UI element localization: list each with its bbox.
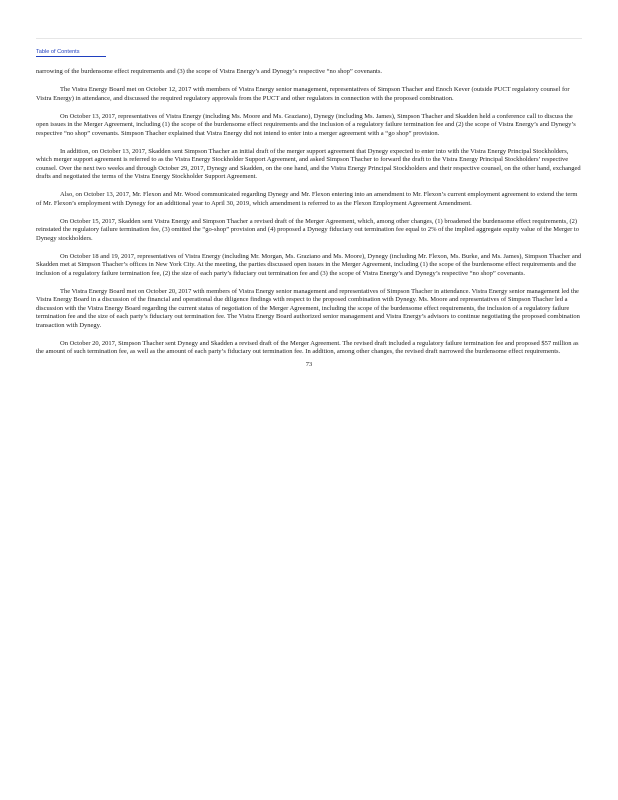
paragraph-employment-amendment: Also, on October 13, 2017, Mr. Flexon and Mr. Wood communicated regarding Dynegy and Mr. Flexon entering into an amendment to Mr. Flexon’s current employment agreement to extend the term of Mr. Flexon’s employment with Dynegy for an additional year to April 30, 2019, which amendment is referred to as the Flexon Employment Agreement Amendment. — [36, 191, 578, 207]
body-text — [36, 68, 582, 369]
paragraph-continuation: narrowing of the burdensome effect requirements and (3) the scope of Vistra Energy’s and Dynegy’s respective “no shop” covenants. — [36, 68, 382, 75]
header-divider — [36, 38, 582, 39]
paragraph-conference-call-oct-13: On October 13, 2017, representatives of Vistra Energy (including Ms. Moore and Ms. Graziano), Dynegy (including Ms. James), Simpson Thacher and Skadden held a conference call to discuss the open issues in the Merger Agreement, including (1) the scope of the burdensome effect requirements and the inclusion of a regulatory failure termination fee and (2) the scope of Vistra Energy’s and Dynegy’s respective “no shop” covenants. Simpson Thacher explained that Vistra Energy did not intend to enter into a merger agreement with a “go shop” provision. — [36, 112, 576, 137]
paragraph-revised-draft-oct-20: On October 20, 2017, Simpson Thacher sent Dynegy and Skadden a revised draft of the Merger Agreement. The revised draft included a regulatory failure termination fee and proposed $57 million as the amount of such termination fee, as well as the amount of each party’s fiduciary out termination fee. In addition, among other changes, the revised draft narrowed the burdensome effect requirements. — [36, 339, 579, 355]
page-number: 73 — [305, 360, 313, 368]
paragraph-revised-draft-oct-15: On October 15, 2017, Skadden sent Vistra Energy and Simpson Thacher a revised draft of the Merger Agreement, which, among other changes, (1) broadened the burdensome effect requirements, (2) reinstated the regulatory failure termination fee, (3) omitted the “go-shop” provision and (4) proposed a Dynegy fiduciary out termination fee equal to 2% of the implied aggregate equity value of the Merger to Dynegy stockholders. — [36, 217, 579, 242]
paragraph-support-agreement-draft: In addition, on October 13, 2017, Skadden sent Simpson Thacher an initial draft of the merger support agreement that Dynegy expected to enter into with the Vistra Energy Principal Stockholders, which merger support agreement is referred to as the Vistra Energy Stockholder Support Agreement, and asked Simpson Thacher to forward the draft to the Vistra Energy Principal Stockholders’ respective counsel. Over the next two weeks and through October 29, 2017, Dynegy and Skadden, on the one hand, and the Vistra Energy Principal Stockholders and their respective counsel, on the other hand, exchanged drafts and negotiated the terms of the Vistra Energy Stockholder Support Agreement. — [36, 147, 581, 180]
paragraph-meeting-oct-18-19: On October 18 and 19, 2017, representatives of Vistra Energy (including Mr. Morgan, Ms. Graziano and Ms. Moore), Dynegy (including Mr. Flexon, Ms. Burke, and Ms. James), Simpson Thacher and Skadden met at Simpson Thacher’s offices in New York City. At the meeting, the parties discussed open issues in the Merger Agreement, including (1) the scope of the burdensome effect requirements and the inclusion of a regulatory failure termination fee, (2) the size of each party’s fiduciary out termination fee and (3) the scope of Vistra Energy’s and Dynegy’s respective “no shop” covenants. — [36, 252, 582, 277]
paragraph-board-meeting-oct-12: The Vistra Energy Board met on October 12, 2017 with members of Vistra Energy senior management, representatives of Simpson Thacher and Enoch Kever (outside PUCT regulatory counsel for Vistra Energy) in attendance, and discussed the required regulatory approvals from the PUCT and other regulators in connection with the proposed combination. — [36, 86, 570, 102]
table-of-contents-link[interactable]: Table of Contents — [36, 48, 106, 57]
paragraph-board-meeting-oct-20: The Vistra Energy Board met on October 20, 2017 with members of Vistra Energy senior management and representatives of Simpson Thacher in attendance. Vistra Energy senior management led the Vistra Energy Board in a discussion of the financial and operational due diligence findings with respect to the proposed combination with Dynegy. Ms. Moore and representatives of Simpson Thacher led a discussion with the Vistra Energy Board regarding the current status of negotiation of the Merger Agreement, including the scope of the burdensome effect requirements, the inclusion of a regulatory failure termination fee and the size of each party’s fiduciary out termination fee. The Vistra Energy Board authorized senior management and Vistra Energy’s advisors to continue negotiating the proposed combination transaction with Dynegy. — [36, 287, 580, 329]
